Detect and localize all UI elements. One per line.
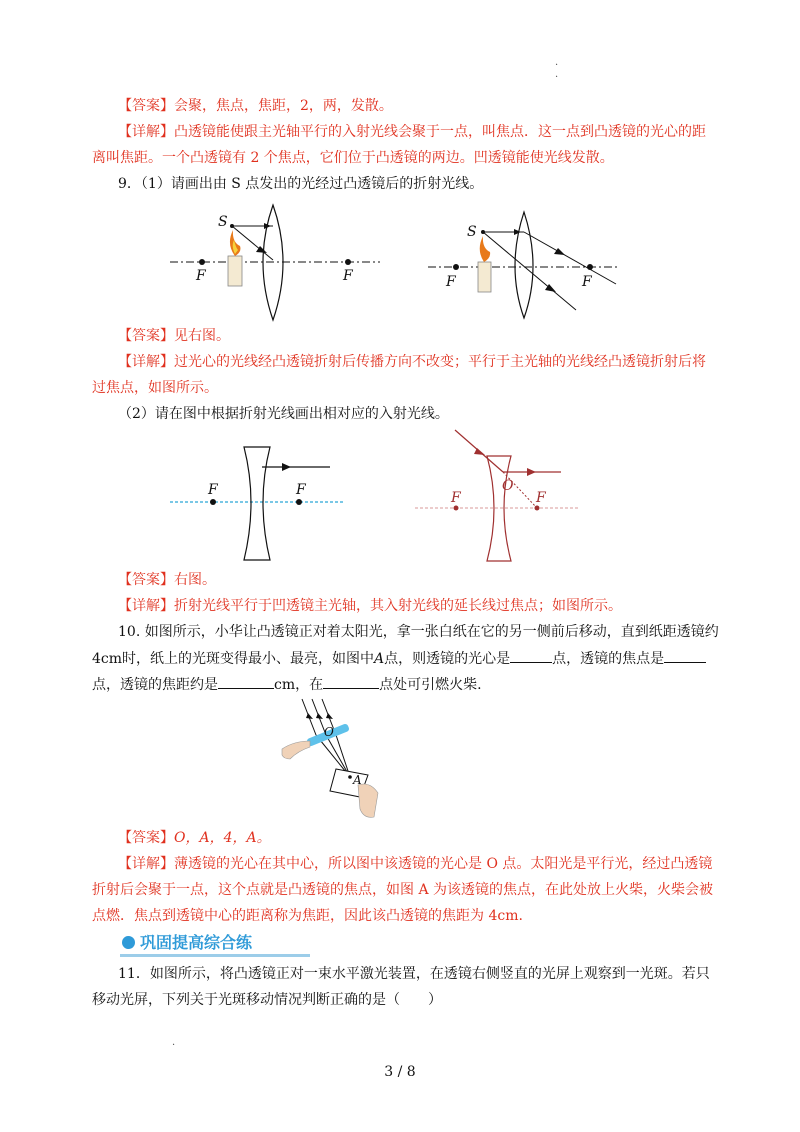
- convex-lens-figure-left: [170, 200, 390, 325]
- convex-lens-figure-right: [428, 210, 628, 320]
- question-text: 4cm时，纸上的光斑变得最小、最亮，如图中: [92, 651, 375, 667]
- figure-label-F: F: [208, 482, 218, 498]
- detail-text: 薄透镜的光心在其中心，所以图中该透镜的光心是 O 点。太阳光是平行光，经过凸透镜: [174, 856, 713, 872]
- footer-dot: ·: [172, 1040, 176, 1051]
- question-text: 点处可引燃火柴.: [379, 677, 482, 693]
- q9-detail-line: [118, 352, 706, 372]
- header-dot: ·: [555, 60, 559, 71]
- figure-label-A: A: [353, 773, 362, 787]
- question-text: 点，透镜的焦距约是: [92, 677, 218, 693]
- header-dot: ·: [555, 72, 559, 83]
- figure-label-S: S: [467, 224, 477, 240]
- detail-text: 点燃．焦点到透镜中心的距离称为焦距，因此该凸透镜的焦距为 4cm.: [92, 908, 523, 924]
- detail-tag: 【详解】: [118, 124, 174, 140]
- q9-answer-line: [118, 326, 230, 346]
- sunlight-lens-figure: [280, 697, 390, 822]
- answer-blank[interactable]: [323, 674, 379, 689]
- detail-tag: 【详解】: [118, 598, 174, 614]
- figure-label-F: F: [582, 274, 592, 290]
- figure-label-F: F: [343, 268, 353, 284]
- detail-text: 凸透镜能使跟主光轴平行的入射光线会聚于一点，叫焦点．这一点到凸透镜的光心的距: [174, 124, 706, 140]
- section-bullet-icon: [122, 936, 135, 949]
- question-text: 点，透镜的焦点是: [552, 651, 665, 667]
- question-11-line-2: 移动光屏，下列关于光斑移动情况判断正确的是（ ）: [92, 992, 442, 1008]
- answer-blank[interactable]: [218, 674, 274, 689]
- q8-detail-line: [118, 122, 706, 142]
- detail-text: 折射后会聚于一点，这个点就是凸透镜的焦点，如图 A 为该透镜的焦点，在此处放上火柴，火柴会被: [92, 882, 714, 898]
- question-10-line-1: 10. 如图所示，小华让凸透镜正对着太阳光，拿一张白纸在它的另一侧前后移动，直到纸距透镜约: [118, 624, 719, 640]
- figure-label-O: O: [324, 725, 334, 739]
- detail-text: 过焦点，如图所示。: [92, 380, 218, 396]
- question-10-line-2: [92, 648, 706, 669]
- q10-answer-line: [118, 828, 271, 848]
- question-10-line-3: [92, 674, 482, 695]
- answer-text: 见右图。: [174, 328, 230, 344]
- answer-blank[interactable]: [664, 648, 706, 663]
- question-9-2: （2）请在图中根据折射光线画出相对应的入射光线。: [118, 406, 449, 422]
- answer-text: 会聚，焦点，焦距，2，两，发散。: [174, 98, 393, 114]
- answer-text: O，A，4，A。: [174, 830, 271, 846]
- answer-tag: 【答案】: [118, 830, 174, 846]
- figure-label-F: F: [451, 490, 461, 506]
- figure-label-F: F: [536, 490, 546, 506]
- figure-label-F: F: [296, 482, 306, 498]
- question-text: cm，在: [274, 677, 324, 693]
- concave-lens-figure-left: [170, 445, 350, 565]
- question-text: 点，则透镜的光心是: [384, 651, 511, 667]
- detail-tag: 【详解】: [118, 354, 174, 370]
- section-title: 巩固提高综合练: [140, 933, 253, 952]
- concave-lens-figure-right: [415, 428, 595, 568]
- figure-label-F: F: [196, 268, 206, 284]
- figure-label-O: O: [502, 478, 514, 494]
- page-number: 3 / 8: [384, 1064, 416, 1080]
- question-point-A: A: [374, 651, 385, 667]
- answer-tag: 【答案】: [118, 572, 174, 588]
- question-9-1: 9．（1）请画出由 S 点发出的光经过凸透镜后的折射光线。: [118, 176, 484, 192]
- detail-text: 过光心的光线经凸透镜折射后传播方向不改变；平行于主光轴的光线经凸透镜折射后将: [174, 354, 706, 370]
- q10-detail-line: [118, 854, 712, 874]
- detail-text: 折射光线平行于凹透镜主光轴，其入射光线的延长线过焦点；如图所示。: [174, 598, 622, 614]
- answer-blank[interactable]: [510, 648, 552, 663]
- answer-text: 右图。: [174, 572, 216, 588]
- q9-answer-2-line: [118, 570, 216, 590]
- question-11-line-1: 11．如图所示，将凸透镜正对一束水平激光装置，在透镜右侧竖直的光屏上观察到一光斑。若只: [118, 966, 710, 982]
- figure-label-F: F: [446, 274, 456, 290]
- q9-detail-2-line: [118, 596, 622, 616]
- section-heading: [120, 932, 310, 957]
- detail-text: 离叫焦距。一个凸透镜有 2 个焦点，它们位于凸透镜的两边。凹透镜能使光线发散。: [92, 150, 614, 166]
- detail-tag: 【详解】: [118, 856, 174, 872]
- q8-answer-line: [118, 96, 393, 116]
- answer-tag: 【答案】: [118, 328, 174, 344]
- figure-label-S: S: [218, 214, 228, 230]
- answer-tag: 【答案】: [118, 98, 174, 114]
